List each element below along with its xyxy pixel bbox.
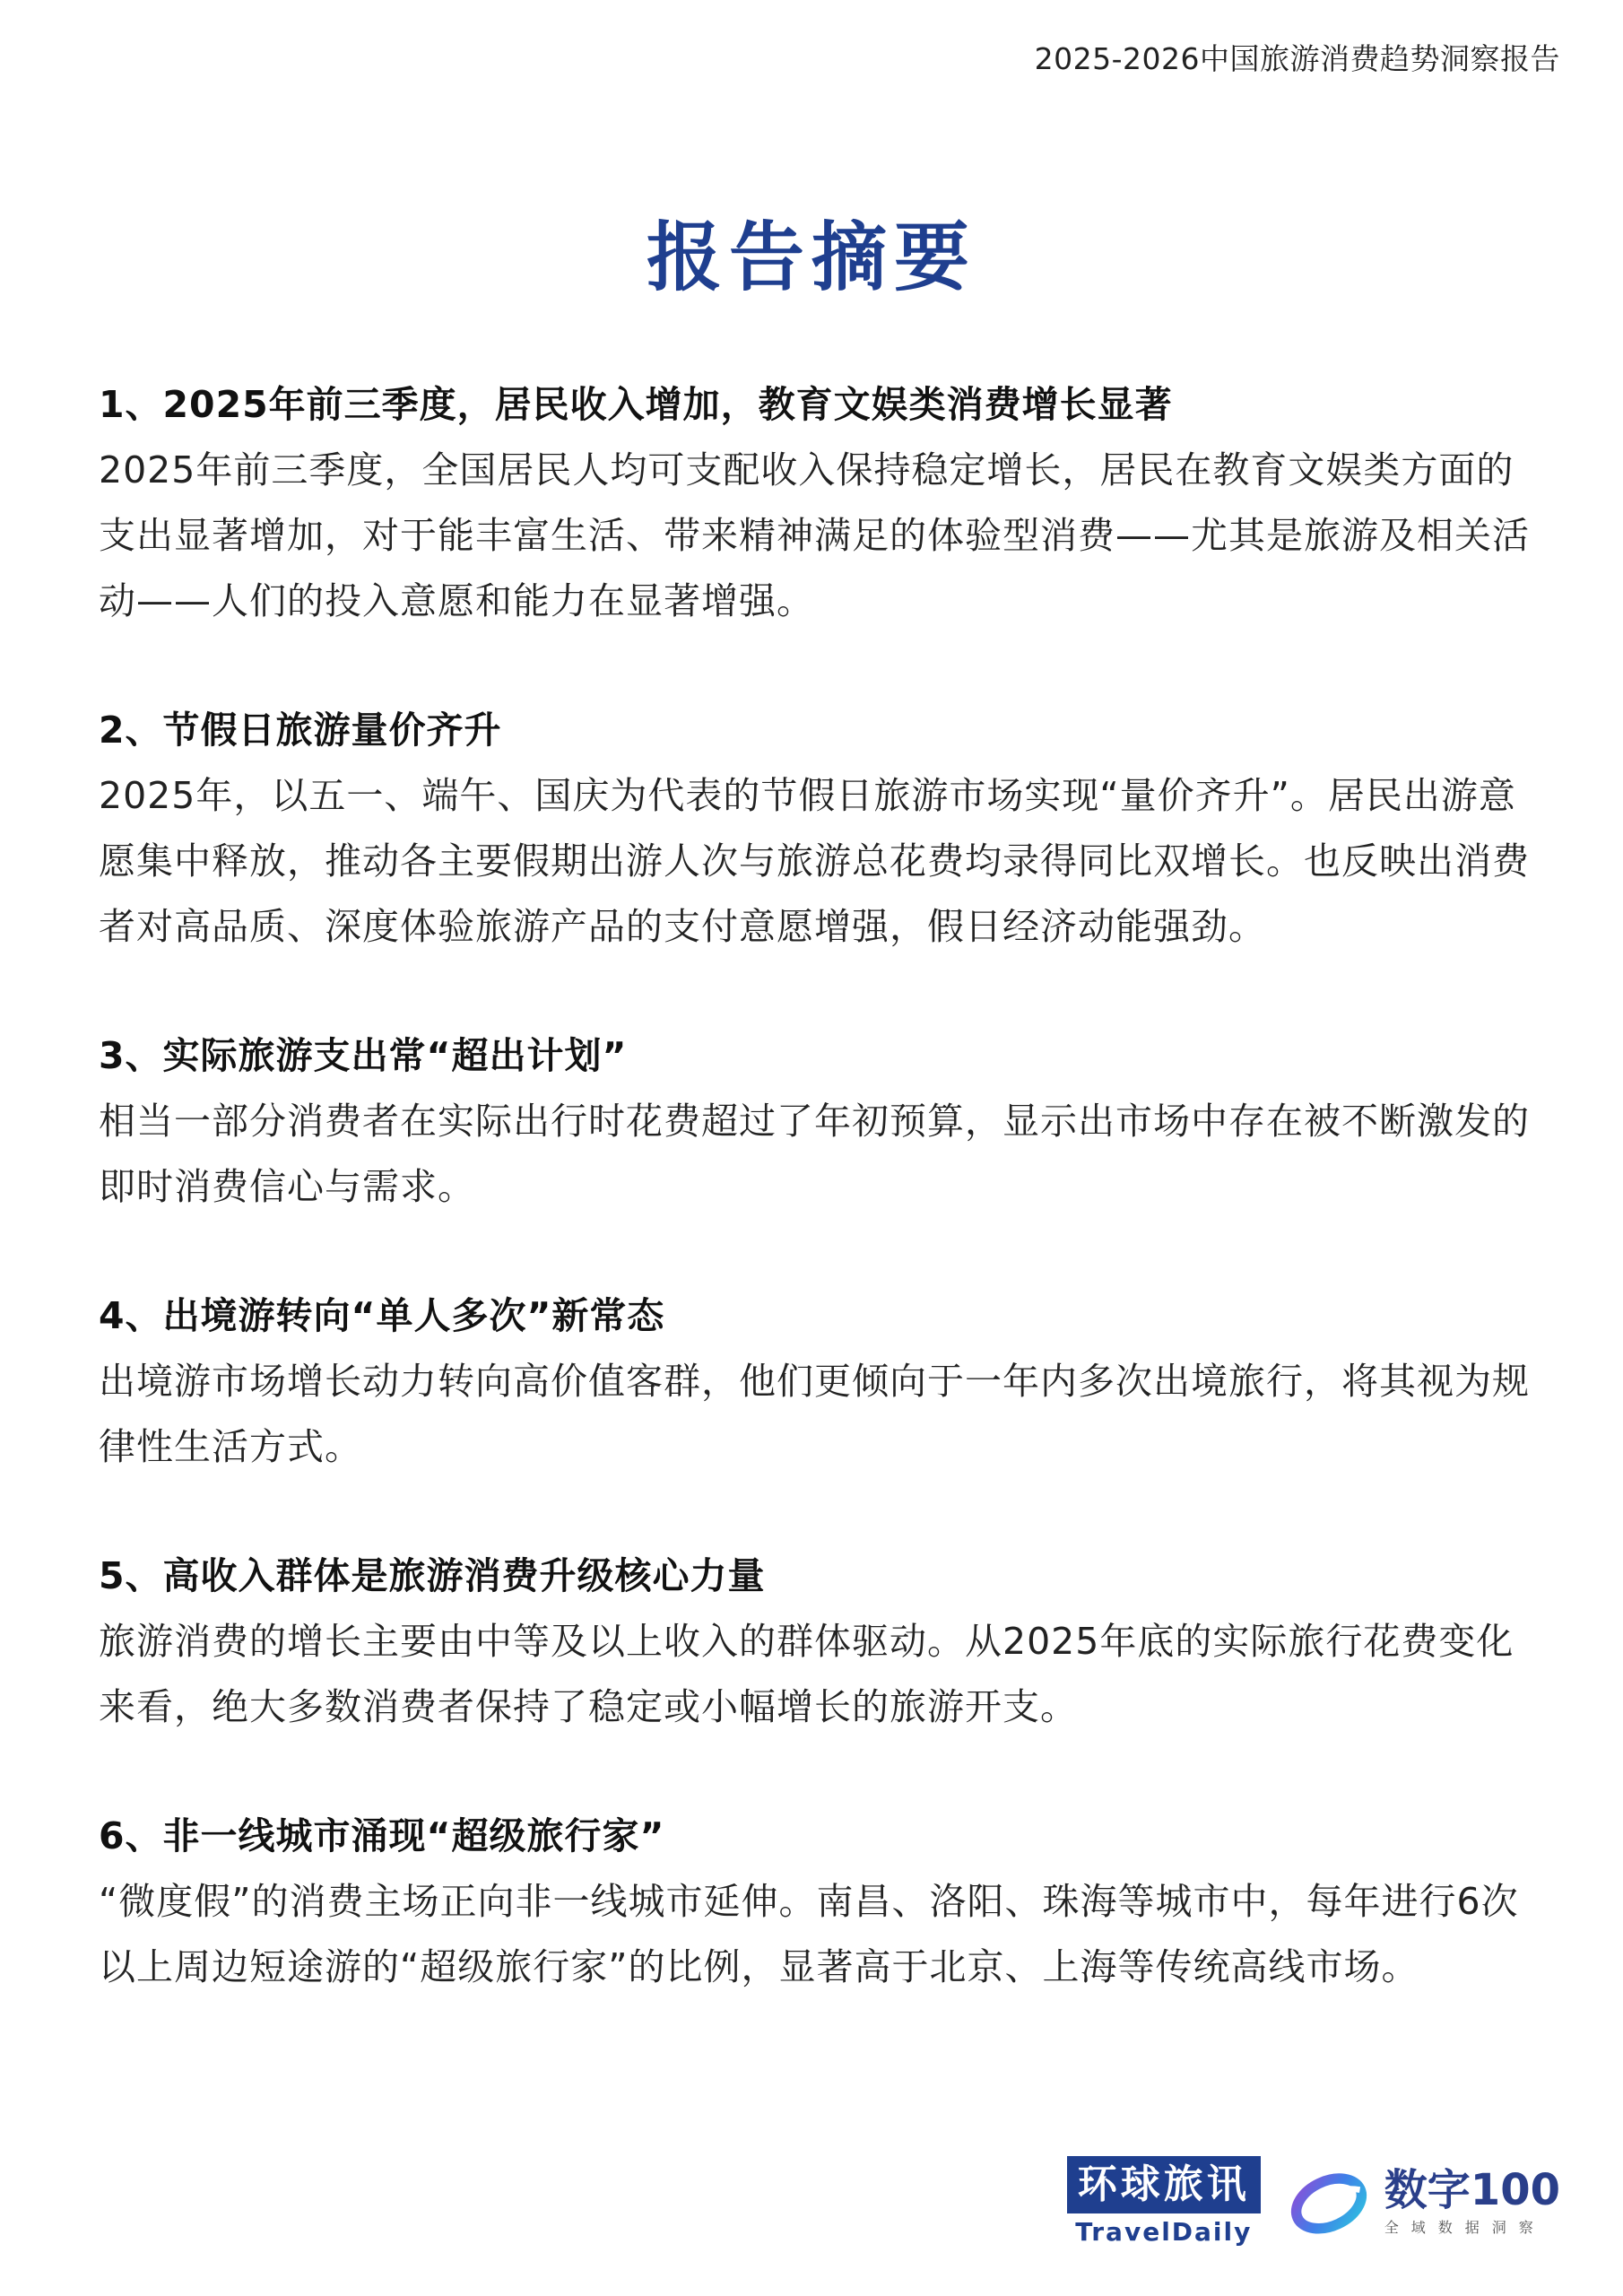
section-heading: 4、出境游转向“单人多次”新常态 [99,1294,665,1337]
shuzi100-logo [1286,2159,1560,2245]
summary-section-6 [99,1804,1533,2000]
section-heading: 6、非一线城市涌现“超级旅行家” [99,1814,665,1857]
section-body: 相当一部分消费者在实际出行时花费超过了年初预算，显示出市场中存在被不断激发的即时消费信心与需求。 [99,1100,1530,1208]
section-heading: 5、高收入群体是旅游消费升级核心力量 [99,1554,766,1597]
shuzi100-mark-icon [1286,2159,1372,2245]
section-heading: 1、2025年前三季度，居民收入增加，教育文娱类消费增长显著 [99,383,1173,426]
summary-section-5 [99,1544,1533,1740]
section-body: 出境游市场增长动力转向高价值客群，他们更倾向于一年内多次出境旅行，将其视为规律性生活方式。 [99,1360,1530,1468]
page-title: 报告摘要 [646,213,976,301]
shuzi100-logo-sub: 全域数据洞察 [1384,2219,1546,2236]
traveldaily-logo-cn: 环球旅讯 [1067,2156,1261,2213]
traveldaily-logo-en: TravelDaily [1075,2217,1253,2247]
summary-section-4 [99,1283,1533,1480]
section-heading: 3、实际旅游支出常“超出计划” [99,1034,628,1077]
summary-section-1 [99,372,1533,634]
footer-logos [1067,2156,1560,2247]
shuzi100-logo-cn: 数字100 [1384,2165,1560,2215]
section-body: 2025年，以五一、端午、国庆为代表的节假日旅游市场实现“量价齐升”。居民出游意愿集中释放，推动各主要假期出游人次与旅游总花费均录得同比双增长。也反映出消费者对高品质、深度体验旅游产品的支付意愿增强，假日经济动能强劲。 [99,774,1530,948]
traveldaily-logo [1067,2156,1261,2247]
report-header-title: 2025-2026中国旅游消费趋势洞察报告 [1034,41,1560,76]
section-body: 2025年前三季度，全国居民人均可支配收入保持稳定增长，居民在教育文娱类方面的支出显著增加，对于能丰富生活、带来精神满足的体验型消费——尤其是旅游及相关活动——人们的投入意愿和能力在显著增强。 [99,448,1530,622]
section-body: “微度假”的消费主场正向非一线城市延伸。南昌、洛阳、珠海等城市中，每年进行6次以上周边短途游的“超级旅行家”的比例，显著高于北京、上海等传统高线市场。 [99,1880,1519,1988]
summary-content [99,372,1533,2064]
summary-section-2 [99,698,1533,960]
section-heading: 2、节假日旅游量价齐升 [99,709,502,752]
section-body: 旅游消费的增长主要由中等及以上收入的群体驱动。从2025年底的实际旅行花费变化来看，绝大多数消费者保持了稳定或小幅增长的旅游开支。 [99,1620,1515,1728]
summary-section-3 [99,1023,1533,1220]
